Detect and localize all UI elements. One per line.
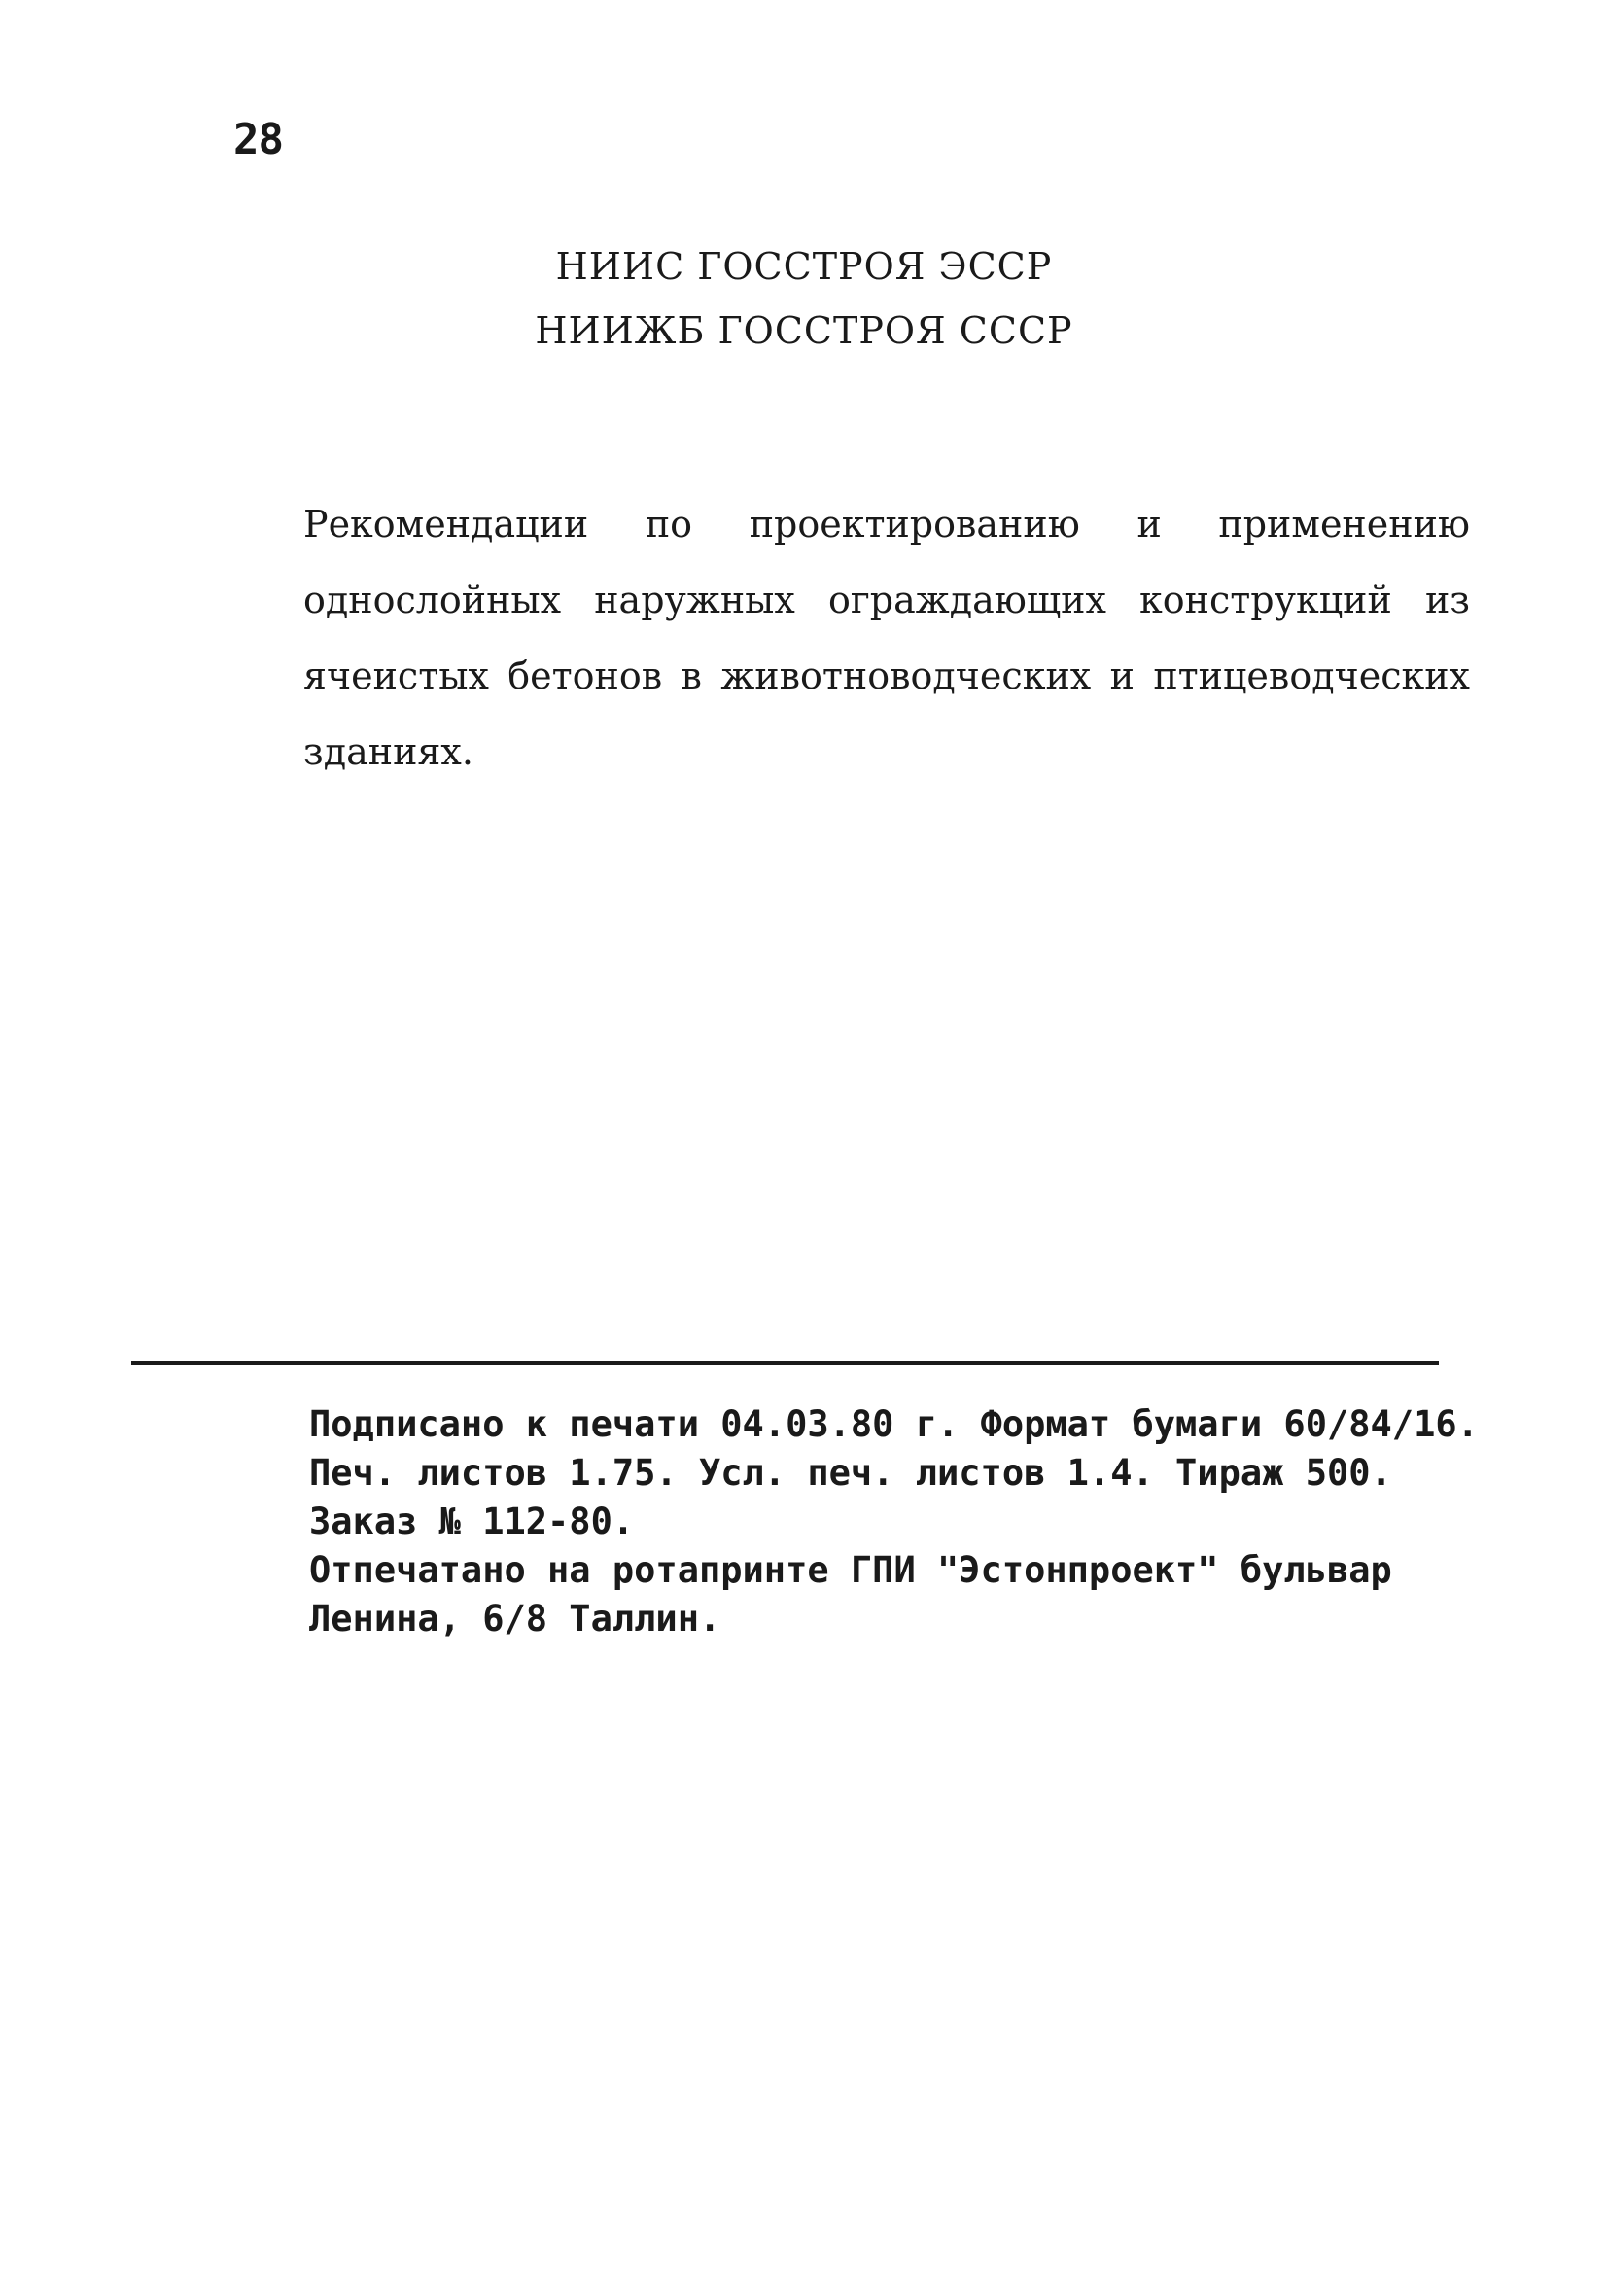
imprint-block — [309, 1400, 1479, 1643]
imprint-line-3: Заказ № 112-80. — [309, 1501, 635, 1542]
imprint-line-1: Подписано к печати 04.03.80 г. Формат бумаги 60/84/16. — [309, 1403, 1479, 1445]
divider-line — [131, 1361, 1439, 1365]
document-title: Рекомендации по проектированию и применению однослойных наружных ограждающих конструкций из ячеистых бетонов в животноводческих и птицеводческих зданиях. — [303, 503, 1470, 773]
imprint-line-4: Отпечатано на ротапринте ГПИ "Эстонпроект" бульвар — [309, 1549, 1392, 1591]
org-line-2: НИИЖБ ГОССТРОЯ СССР — [535, 309, 1073, 352]
page-number: 28 — [233, 115, 283, 164]
imprint-line-5: Ленина, 6/8 Таллин. — [309, 1598, 721, 1640]
org-line-1: НИИС ГОССТРОЯ ЭССР — [555, 245, 1053, 288]
imprint-line-2: Печ. листов 1.75. Усл. печ. листов 1.4. Тираж 500. — [309, 1452, 1392, 1494]
